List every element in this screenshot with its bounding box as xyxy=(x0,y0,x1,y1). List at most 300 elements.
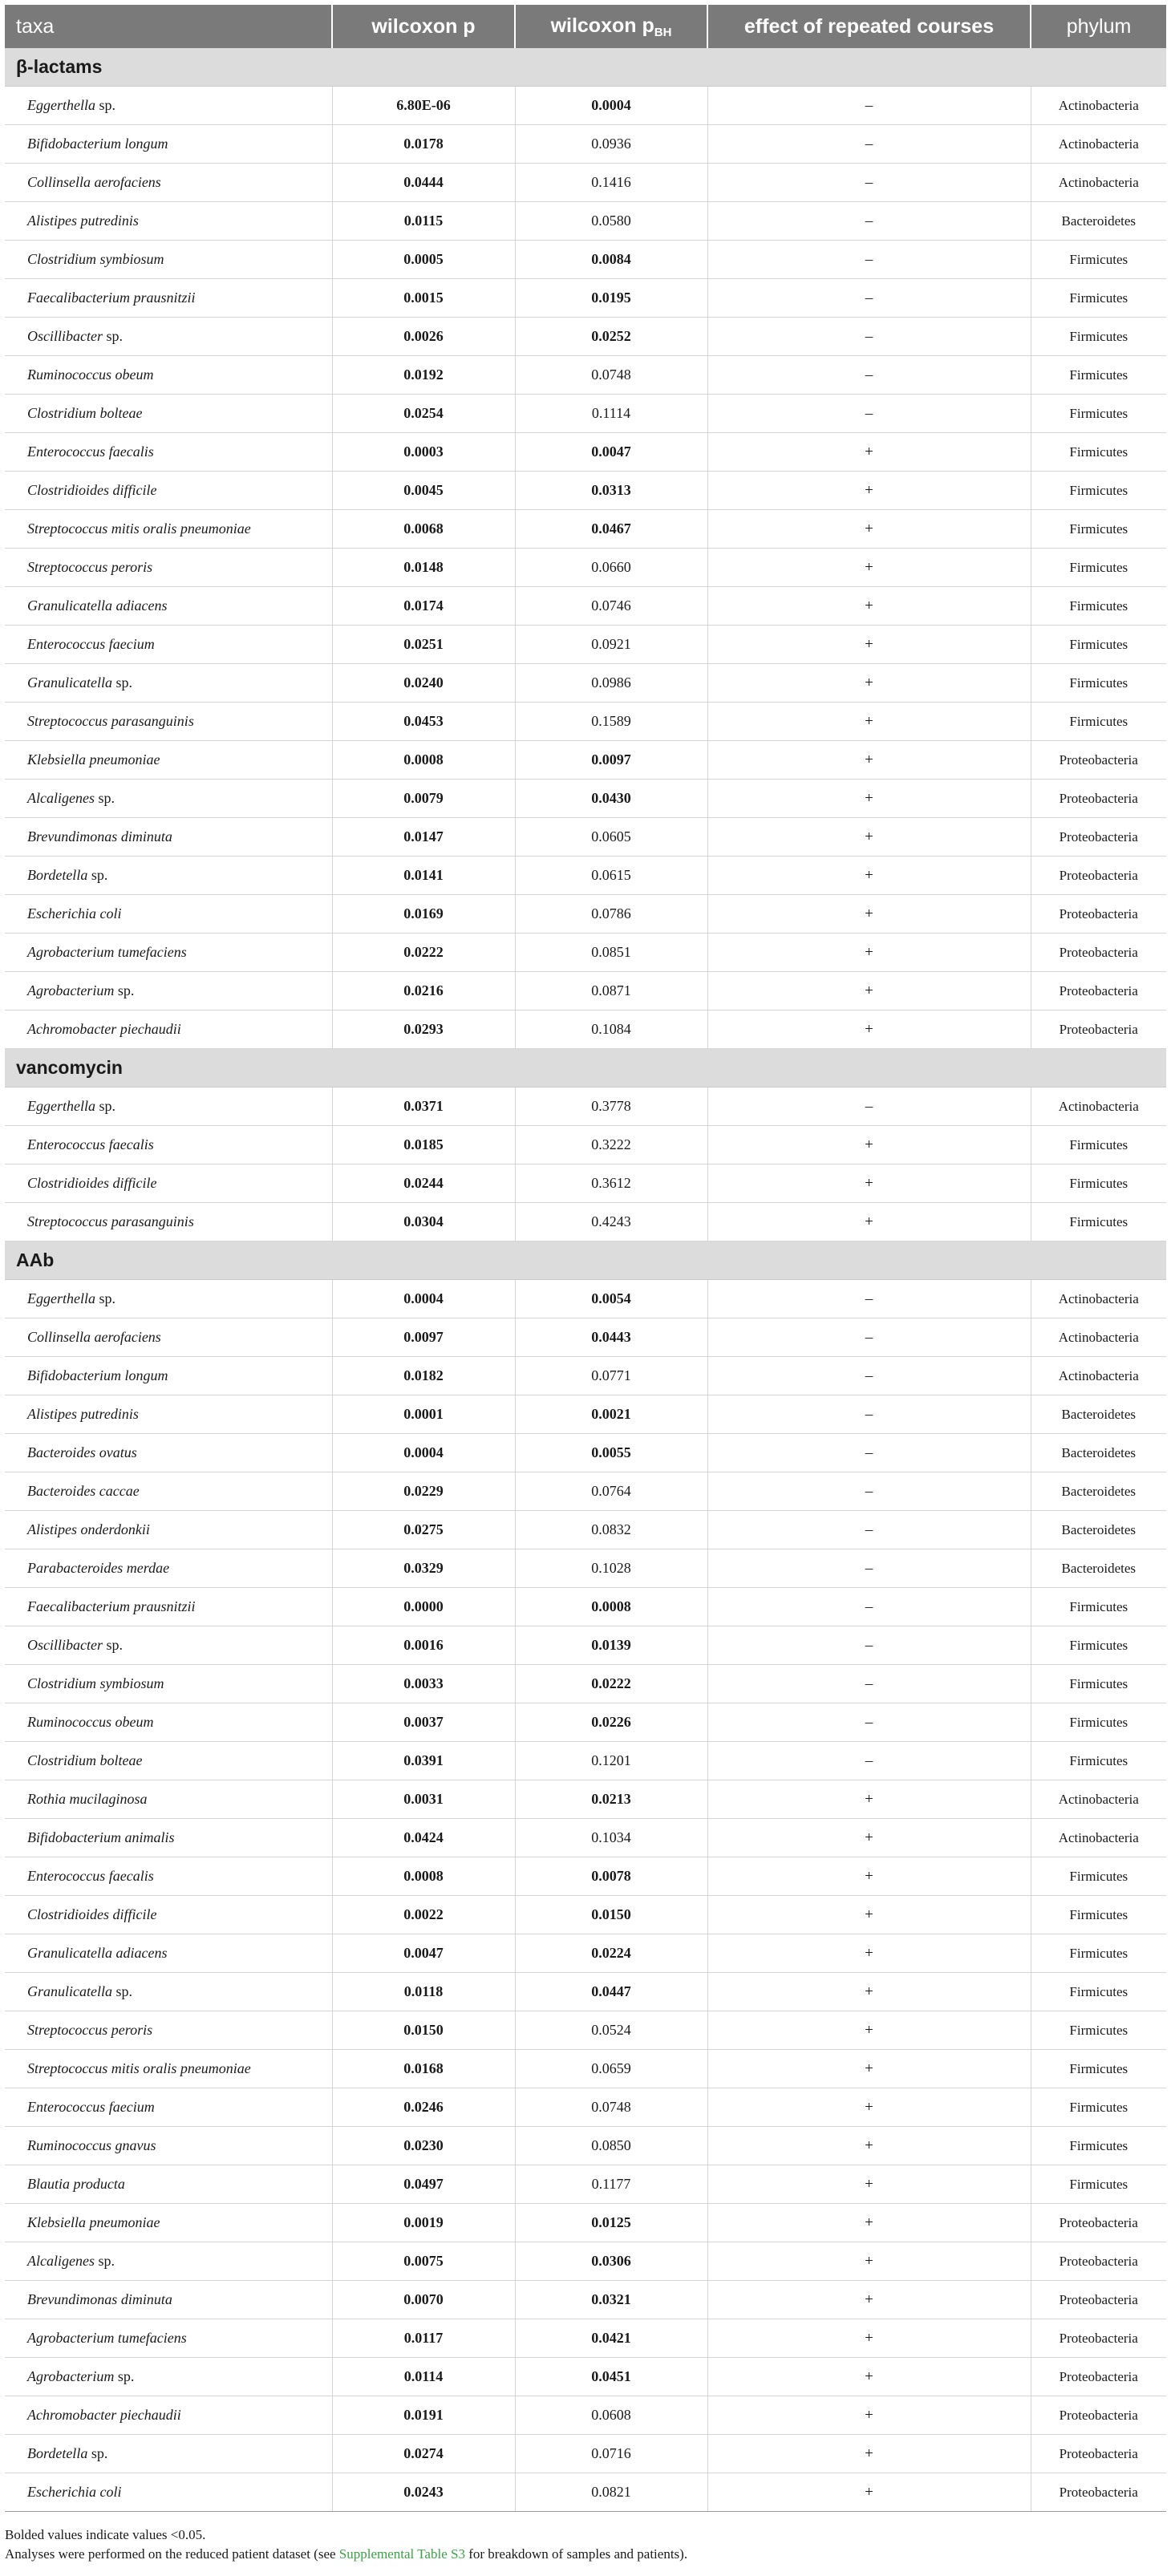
wilcoxon-pbh-cell: 0.0443 xyxy=(515,1318,707,1357)
phylum-cell: Proteobacteria xyxy=(1031,780,1166,818)
phylum-cell: Firmicutes xyxy=(1031,626,1166,664)
wilcoxon-p-cell: 0.0191 xyxy=(332,2396,515,2435)
results-table-container xyxy=(5,5,1166,2512)
wilcoxon-p-cell: 0.0008 xyxy=(332,741,515,780)
wilcoxon-p-cell: 0.0230 xyxy=(332,2127,515,2165)
taxon-name: Agrobacterium xyxy=(27,2368,115,2384)
taxa-cell xyxy=(5,1434,332,1472)
effect-cell: – xyxy=(707,356,1031,395)
wilcoxon-pbh-cell: 0.0764 xyxy=(515,1472,707,1511)
table-row xyxy=(5,1472,1166,1511)
footnotes xyxy=(5,2525,1160,2564)
wilcoxon-pbh-cell: 0.0871 xyxy=(515,972,707,1011)
taxon-name: Alistipes onderdonkii xyxy=(27,1521,150,1537)
effect-cell: + xyxy=(707,780,1031,818)
table-row xyxy=(5,1088,1166,1126)
wilcoxon-pbh-cell: 0.1177 xyxy=(515,2165,707,2204)
table-row xyxy=(5,2011,1166,2050)
wilcoxon-pbh-cell: 0.0226 xyxy=(515,1703,707,1742)
taxon-name: Streptococcus peroris xyxy=(27,559,153,575)
wilcoxon-p-cell: 0.0251 xyxy=(332,626,515,664)
wilcoxon-pbh-cell: 0.0986 xyxy=(515,664,707,703)
effect-cell: – xyxy=(707,125,1031,164)
table-body xyxy=(5,48,1166,2512)
header-wilcoxon-p: wilcoxon p xyxy=(332,5,515,48)
wilcoxon-p-cell: 0.0148 xyxy=(332,549,515,587)
taxa-cell xyxy=(5,549,332,587)
phylum-cell: Proteobacteria xyxy=(1031,2396,1166,2435)
taxon-name: Escherichia coli xyxy=(27,2484,122,2500)
taxon-name: Enterococcus faecium xyxy=(27,636,155,652)
effect-cell: + xyxy=(707,1819,1031,1857)
wilcoxon-p-cell: 0.0243 xyxy=(332,2473,515,2512)
taxa-cell xyxy=(5,1742,332,1780)
table-row xyxy=(5,1126,1166,1164)
phylum-cell: Actinobacteria xyxy=(1031,1088,1166,1126)
table-row xyxy=(5,1434,1166,1472)
taxa-cell xyxy=(5,587,332,626)
effect-cell: + xyxy=(707,664,1031,703)
effect-cell: + xyxy=(707,2050,1031,2088)
phylum-cell: Firmicutes xyxy=(1031,510,1166,549)
taxon-name: Oscillibacter xyxy=(27,1637,103,1653)
phylum-cell: Firmicutes xyxy=(1031,2127,1166,2165)
taxa-cell xyxy=(5,1126,332,1164)
effect-cell: – xyxy=(707,1357,1031,1395)
effect-cell: – xyxy=(707,241,1031,279)
effect-cell: + xyxy=(707,895,1031,934)
table-row xyxy=(5,125,1166,164)
taxon-name: Faecalibacterium prausnitzii xyxy=(27,290,196,306)
effect-cell: + xyxy=(707,1973,1031,2011)
taxa-cell xyxy=(5,2473,332,2512)
wilcoxon-p-cell: 0.0254 xyxy=(332,395,515,433)
wilcoxon-p-cell: 0.0070 xyxy=(332,2281,515,2319)
table-row xyxy=(5,1164,1166,1203)
table-row xyxy=(5,549,1166,587)
phylum-cell: Actinobacteria xyxy=(1031,1318,1166,1357)
table-row xyxy=(5,857,1166,895)
table-row xyxy=(5,1318,1166,1357)
wilcoxon-p-cell: 0.0033 xyxy=(332,1665,515,1703)
taxon-name: Clostridioides difficile xyxy=(27,1906,157,1922)
wilcoxon-pbh-cell: 0.3222 xyxy=(515,1126,707,1164)
effect-cell: + xyxy=(707,2088,1031,2127)
table-row xyxy=(5,1357,1166,1395)
taxon-name: Brevundimonas diminuta xyxy=(27,828,172,844)
wilcoxon-p-cell: 0.0329 xyxy=(332,1549,515,1588)
wilcoxon-pbh-cell: 0.1028 xyxy=(515,1549,707,1588)
taxon-name: Granulicatella adiacens xyxy=(27,1945,168,1961)
taxon-name: Streptococcus mitis oralis pneumoniae xyxy=(27,520,251,537)
effect-cell: + xyxy=(707,2242,1031,2281)
section-row xyxy=(5,1241,1166,1280)
taxon-species-suffix: sp. xyxy=(106,328,123,344)
taxa-cell xyxy=(5,2396,332,2435)
phylum-cell: Actinobacteria xyxy=(1031,125,1166,164)
table-row xyxy=(5,703,1166,741)
wilcoxon-pbh-cell: 0.0222 xyxy=(515,1665,707,1703)
phylum-cell: Firmicutes xyxy=(1031,1665,1166,1703)
phylum-cell: Proteobacteria xyxy=(1031,2473,1166,2512)
wilcoxon-pbh-cell: 0.0139 xyxy=(515,1626,707,1665)
effect-cell: + xyxy=(707,1857,1031,1896)
taxa-cell xyxy=(5,472,332,510)
taxa-cell xyxy=(5,780,332,818)
wilcoxon-pbh-cell: 0.0306 xyxy=(515,2242,707,2281)
taxa-cell xyxy=(5,1665,332,1703)
table-row xyxy=(5,2242,1166,2281)
header-wilcoxon-pbh xyxy=(515,5,707,48)
phylum-cell: Firmicutes xyxy=(1031,1934,1166,1973)
taxa-cell xyxy=(5,87,332,125)
taxon-name: Enterococcus faecium xyxy=(27,2099,155,2115)
taxon-name: Enterococcus faecalis xyxy=(27,444,154,460)
taxon-species-suffix: sp. xyxy=(98,2253,115,2269)
table-row xyxy=(5,1011,1166,1049)
table-row xyxy=(5,2281,1166,2319)
taxon-name: Bifidobacterium longum xyxy=(27,1367,168,1383)
taxa-cell xyxy=(5,1011,332,1049)
effect-cell: + xyxy=(707,818,1031,857)
table-row xyxy=(5,2127,1166,2165)
effect-cell: + xyxy=(707,1011,1031,1049)
wilcoxon-pbh-cell: 0.1034 xyxy=(515,1819,707,1857)
wilcoxon-pbh-cell: 0.0716 xyxy=(515,2435,707,2473)
wilcoxon-pbh-cell: 0.0746 xyxy=(515,587,707,626)
taxa-cell xyxy=(5,1780,332,1819)
taxa-cell xyxy=(5,2435,332,2473)
taxa-cell xyxy=(5,2358,332,2396)
phylum-cell: Firmicutes xyxy=(1031,2011,1166,2050)
taxa-cell xyxy=(5,1549,332,1588)
table-row xyxy=(5,1934,1166,1973)
taxa-cell xyxy=(5,703,332,741)
supplemental-table-link[interactable]: Supplemental Table S3 xyxy=(338,2546,465,2562)
taxon-name: Eggerthella xyxy=(27,1290,95,1306)
phylum-cell: Actinobacteria xyxy=(1031,164,1166,202)
effect-cell: – xyxy=(707,1511,1031,1549)
effect-cell: + xyxy=(707,549,1031,587)
wilcoxon-p-cell: 0.0216 xyxy=(332,972,515,1011)
taxon-name: Collinsella aerofaciens xyxy=(27,174,161,190)
wilcoxon-p-cell: 0.0185 xyxy=(332,1126,515,1164)
taxa-cell xyxy=(5,1088,332,1126)
wilcoxon-p-cell: 0.0097 xyxy=(332,1318,515,1357)
phylum-cell: Firmicutes xyxy=(1031,1857,1166,1896)
taxa-cell xyxy=(5,1395,332,1434)
wilcoxon-p-cell: 0.0001 xyxy=(332,1395,515,1434)
taxon-species-suffix: sp. xyxy=(115,674,133,691)
phylum-cell: Firmicutes xyxy=(1031,241,1166,279)
header-taxa: taxa xyxy=(5,5,332,48)
taxa-cell xyxy=(5,857,332,895)
taxon-name: Bacteroides caccae xyxy=(27,1483,140,1499)
section-title: AAb xyxy=(5,1241,1166,1280)
table-row xyxy=(5,433,1166,472)
phylum-cell: Actinobacteria xyxy=(1031,1357,1166,1395)
phylum-cell: Firmicutes xyxy=(1031,703,1166,741)
wilcoxon-p-cell: 0.0068 xyxy=(332,510,515,549)
phylum-cell: Bacteroidetes xyxy=(1031,1511,1166,1549)
effect-cell: – xyxy=(707,1088,1031,1126)
taxa-cell xyxy=(5,2088,332,2127)
taxa-cell xyxy=(5,1588,332,1626)
taxon-name: Klebsiella pneumoniae xyxy=(27,2214,160,2230)
effect-cell: – xyxy=(707,1665,1031,1703)
wilcoxon-pbh-cell: 0.0430 xyxy=(515,780,707,818)
table-row xyxy=(5,780,1166,818)
table-row xyxy=(5,241,1166,279)
table-row xyxy=(5,664,1166,703)
table-row xyxy=(5,2204,1166,2242)
wilcoxon-pbh-cell: 0.1084 xyxy=(515,1011,707,1049)
section-row xyxy=(5,48,1166,87)
table-row xyxy=(5,2473,1166,2512)
table-row xyxy=(5,895,1166,934)
wilcoxon-pbh-cell: 0.0084 xyxy=(515,241,707,279)
phylum-cell: Proteobacteria xyxy=(1031,2358,1166,2396)
table-row xyxy=(5,972,1166,1011)
table-row xyxy=(5,87,1166,125)
phylum-cell: Actinobacteria xyxy=(1031,87,1166,125)
taxon-name: Granulicatella xyxy=(27,1983,112,1999)
taxon-name: Achromobacter piechaudii xyxy=(27,2407,181,2423)
table-row xyxy=(5,2165,1166,2204)
wilcoxon-pbh-cell: 0.0195 xyxy=(515,279,707,318)
wilcoxon-pbh-cell: 0.0054 xyxy=(515,1280,707,1318)
wilcoxon-pbh-cell: 0.1416 xyxy=(515,164,707,202)
wilcoxon-p-cell: 0.0016 xyxy=(332,1626,515,1665)
taxa-cell xyxy=(5,1857,332,1896)
table-row xyxy=(5,626,1166,664)
effect-cell: – xyxy=(707,87,1031,125)
phylum-cell: Proteobacteria xyxy=(1031,2435,1166,2473)
wilcoxon-pbh-cell: 0.0660 xyxy=(515,549,707,587)
section-row xyxy=(5,1049,1166,1088)
taxon-name: Collinsella aerofaciens xyxy=(27,1329,161,1345)
phylum-cell: Firmicutes xyxy=(1031,1588,1166,1626)
wilcoxon-p-cell: 0.0371 xyxy=(332,1088,515,1126)
taxa-cell xyxy=(5,972,332,1011)
taxon-name: Clostridium bolteae xyxy=(27,1752,143,1768)
wilcoxon-p-cell: 0.0169 xyxy=(332,895,515,934)
wilcoxon-p-cell: 0.0275 xyxy=(332,1511,515,1549)
phylum-cell: Bacteroidetes xyxy=(1031,1434,1166,1472)
wilcoxon-pbh-cell: 0.1114 xyxy=(515,395,707,433)
taxon-name: Eggerthella xyxy=(27,1098,95,1114)
taxon-name: Rothia mucilaginosa xyxy=(27,1791,148,1807)
wilcoxon-pbh-cell: 0.0821 xyxy=(515,2473,707,2512)
table-row xyxy=(5,1665,1166,1703)
table-row xyxy=(5,1203,1166,1241)
taxon-name: Faecalibacterium prausnitzii xyxy=(27,1598,196,1614)
effect-cell: + xyxy=(707,1203,1031,1241)
table-row xyxy=(5,1549,1166,1588)
taxa-cell xyxy=(5,279,332,318)
wilcoxon-pbh-cell: 0.0451 xyxy=(515,2358,707,2396)
wilcoxon-pbh-cell: 0.0659 xyxy=(515,2050,707,2088)
taxa-cell xyxy=(5,1164,332,1203)
effect-cell: + xyxy=(707,2127,1031,2165)
header-phylum: phylum xyxy=(1031,5,1166,48)
taxon-name: Bordetella xyxy=(27,2445,88,2461)
taxon-name: Agrobacterium tumefaciens xyxy=(27,944,187,960)
wilcoxon-p-cell: 0.0004 xyxy=(332,1280,515,1318)
taxon-name: Enterococcus faecalis xyxy=(27,1136,154,1152)
taxon-name: Klebsiella pneumoniae xyxy=(27,751,160,768)
wilcoxon-pbh-cell: 0.0150 xyxy=(515,1896,707,1934)
taxa-cell xyxy=(5,2011,332,2050)
taxon-name: Streptococcus peroris xyxy=(27,2022,153,2038)
wilcoxon-p-cell: 0.0424 xyxy=(332,1819,515,1857)
taxon-name: Ruminococcus obeum xyxy=(27,367,154,383)
wilcoxon-p-cell: 0.0047 xyxy=(332,1934,515,1973)
taxa-cell xyxy=(5,241,332,279)
table-row xyxy=(5,1819,1166,1857)
table-row xyxy=(5,1973,1166,2011)
wilcoxon-pbh-cell: 0.0021 xyxy=(515,1395,707,1434)
phylum-cell: Firmicutes xyxy=(1031,1973,1166,2011)
wilcoxon-pbh-cell: 0.0936 xyxy=(515,125,707,164)
taxon-name: Achromobacter piechaudii xyxy=(27,1021,181,1037)
table-row xyxy=(5,395,1166,433)
wilcoxon-pbh-cell: 0.0252 xyxy=(515,318,707,356)
taxa-cell xyxy=(5,1357,332,1395)
taxon-name: Granulicatella adiacens xyxy=(27,597,168,614)
wilcoxon-p-cell: 0.0147 xyxy=(332,818,515,857)
taxon-species-suffix: sp. xyxy=(99,1098,115,1114)
wilcoxon-pbh-cell: 0.0608 xyxy=(515,2396,707,2435)
wilcoxon-pbh-cell: 0.0055 xyxy=(515,1434,707,1472)
wilcoxon-p-cell: 0.0192 xyxy=(332,356,515,395)
effect-cell: + xyxy=(707,510,1031,549)
taxon-name: Clostridium symbiosum xyxy=(27,251,164,267)
wilcoxon-p-cell: 0.0244 xyxy=(332,1164,515,1203)
taxa-cell xyxy=(5,664,332,703)
wilcoxon-p-cell: 0.0391 xyxy=(332,1742,515,1780)
effect-cell: + xyxy=(707,2473,1031,2512)
phylum-cell: Firmicutes xyxy=(1031,395,1166,433)
taxa-cell xyxy=(5,2165,332,2204)
effect-cell: + xyxy=(707,2204,1031,2242)
phylum-cell: Actinobacteria xyxy=(1031,1780,1166,1819)
wilcoxon-pbh-cell: 0.0786 xyxy=(515,895,707,934)
section-title: vancomycin xyxy=(5,1049,1166,1088)
wilcoxon-pbh-cell: 0.1201 xyxy=(515,1742,707,1780)
effect-cell: – xyxy=(707,1549,1031,1588)
table-row xyxy=(5,2319,1166,2358)
effect-cell: + xyxy=(707,587,1031,626)
wilcoxon-pbh-cell: 0.0580 xyxy=(515,202,707,241)
phylum-cell: Proteobacteria xyxy=(1031,741,1166,780)
taxa-cell xyxy=(5,395,332,433)
table-row xyxy=(5,1896,1166,1934)
taxon-name: Enterococcus faecalis xyxy=(27,1868,154,1884)
taxon-name: Bifidobacterium animalis xyxy=(27,1829,175,1845)
wilcoxon-pbh-cell: 0.0832 xyxy=(515,1511,707,1549)
taxa-cell xyxy=(5,1511,332,1549)
phylum-cell: Proteobacteria xyxy=(1031,972,1166,1011)
phylum-cell: Proteobacteria xyxy=(1031,818,1166,857)
effect-cell: + xyxy=(707,2435,1031,2473)
table-row xyxy=(5,472,1166,510)
taxa-cell xyxy=(5,318,332,356)
phylum-cell: Firmicutes xyxy=(1031,356,1166,395)
taxon-name: Bordetella xyxy=(27,867,88,883)
effect-cell: + xyxy=(707,703,1031,741)
effect-cell: + xyxy=(707,626,1031,664)
taxon-name: Alistipes putredinis xyxy=(27,1406,139,1422)
taxon-name: Streptococcus parasanguinis xyxy=(27,713,194,729)
taxon-species-suffix: sp. xyxy=(98,790,115,806)
taxon-name: Clostridium bolteae xyxy=(27,405,143,421)
effect-cell: + xyxy=(707,1126,1031,1164)
wilcoxon-p-cell: 0.0019 xyxy=(332,2204,515,2242)
effect-cell: + xyxy=(707,741,1031,780)
effect-cell: – xyxy=(707,1703,1031,1742)
taxon-name: Streptococcus parasanguinis xyxy=(27,1213,194,1229)
taxa-cell xyxy=(5,2050,332,2088)
taxa-cell xyxy=(5,934,332,972)
wilcoxon-pbh-cell: 0.4243 xyxy=(515,1203,707,1241)
effect-cell: – xyxy=(707,1318,1031,1357)
effect-cell: + xyxy=(707,1780,1031,1819)
wilcoxon-pbh-cell: 0.0421 xyxy=(515,2319,707,2358)
wilcoxon-p-cell: 0.0274 xyxy=(332,2435,515,2473)
taxa-cell xyxy=(5,741,332,780)
table-row xyxy=(5,818,1166,857)
section-title: β-lactams xyxy=(5,48,1166,87)
wilcoxon-pbh-cell: 0.0125 xyxy=(515,2204,707,2242)
taxon-species-suffix: sp. xyxy=(106,1637,123,1653)
effect-cell: – xyxy=(707,164,1031,202)
taxon-name: Alistipes putredinis xyxy=(27,213,139,229)
table-row xyxy=(5,1395,1166,1434)
taxon-name: Ruminococcus obeum xyxy=(27,1714,154,1730)
wilcoxon-p-cell: 0.0079 xyxy=(332,780,515,818)
table-row xyxy=(5,934,1166,972)
phylum-cell: Proteobacteria xyxy=(1031,1011,1166,1049)
taxa-cell xyxy=(5,2281,332,2319)
taxa-cell xyxy=(5,125,332,164)
table-row xyxy=(5,279,1166,318)
wilcoxon-p-cell: 0.0168 xyxy=(332,2050,515,2088)
phylum-cell: Bacteroidetes xyxy=(1031,1472,1166,1511)
wilcoxon-pbh-cell: 0.0921 xyxy=(515,626,707,664)
wilcoxon-pbh-cell: 0.3778 xyxy=(515,1088,707,1126)
wilcoxon-pbh-cell: 0.0467 xyxy=(515,510,707,549)
taxa-cell xyxy=(5,1819,332,1857)
wilcoxon-p-cell: 0.0182 xyxy=(332,1357,515,1395)
wilcoxon-pbh-cell: 0.0771 xyxy=(515,1357,707,1395)
taxon-name: Blautia producta xyxy=(27,2176,125,2192)
taxon-name: Bifidobacterium longum xyxy=(27,136,168,152)
effect-cell: + xyxy=(707,2281,1031,2319)
taxa-cell xyxy=(5,164,332,202)
phylum-cell: Firmicutes xyxy=(1031,433,1166,472)
phylum-cell: Firmicutes xyxy=(1031,1703,1166,1742)
wilcoxon-pbh-cell: 0.0321 xyxy=(515,2281,707,2319)
taxon-name: Streptococcus mitis oralis pneumoniae xyxy=(27,2060,251,2076)
table-row xyxy=(5,356,1166,395)
taxa-cell xyxy=(5,1280,332,1318)
taxa-cell xyxy=(5,1973,332,2011)
wilcoxon-pbh-cell: 0.0850 xyxy=(515,2127,707,2165)
effect-cell: + xyxy=(707,2396,1031,2435)
wilcoxon-pbh-cell: 0.0004 xyxy=(515,87,707,125)
taxa-cell xyxy=(5,1626,332,1665)
